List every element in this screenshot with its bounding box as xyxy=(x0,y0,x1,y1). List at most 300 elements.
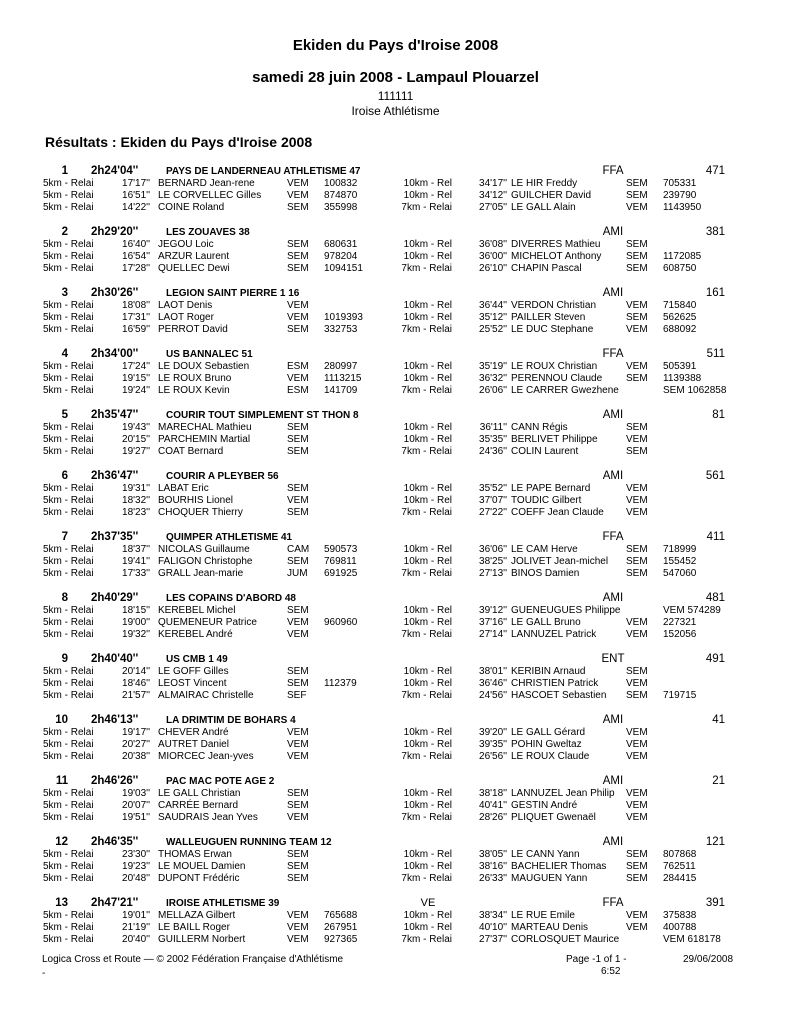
leg1-runner: PERROT David xyxy=(158,324,228,335)
leg2-category: VEM xyxy=(626,910,648,921)
result-row xyxy=(0,812,791,824)
leg1-time: 14'22'' xyxy=(122,202,150,213)
leg1-distance: 5km - Relai xyxy=(43,361,94,372)
leg2-distance: 7km - Relai xyxy=(401,446,452,457)
leg2-time: 35'19'' xyxy=(479,361,507,372)
result-row xyxy=(0,251,791,263)
leg1-distance: 5km - Relai xyxy=(43,727,94,738)
leg2-category: SEM xyxy=(626,861,648,872)
leg1-time: 17'31'' xyxy=(122,312,150,323)
leg2-licence: 227321 xyxy=(663,617,697,628)
leg1-category: CAM xyxy=(287,544,310,555)
leg1-runner: LE ROUX Bruno xyxy=(158,373,232,384)
team-name: LES ZOUAVES 38 xyxy=(166,227,250,238)
leg1-category: VEM xyxy=(287,373,309,384)
leg2-runner: LE GALL Alain xyxy=(511,202,576,213)
leg2-category: VEM xyxy=(626,483,648,494)
leg2-category: VEM xyxy=(626,300,648,311)
result-row xyxy=(0,544,791,556)
leg1-time: 18'15'' xyxy=(122,605,150,616)
leg2-licence: 719715 xyxy=(663,690,697,701)
leg2-licence: 239790 xyxy=(663,190,697,201)
result-row xyxy=(0,617,791,629)
leg1-runner: DUPONT Frédéric xyxy=(158,873,240,884)
leg1-distance: 5km - Relai xyxy=(43,312,94,323)
leg1-runner: MELLAZA Gilbert xyxy=(158,910,236,921)
leg1-runner: LABAT Eric xyxy=(158,483,209,494)
leg2-runner: CHRISTIEN Patrick xyxy=(511,678,599,689)
result-row xyxy=(0,446,791,458)
leg2-licence: 152056 xyxy=(663,629,697,640)
leg1-distance: 5km - Relai xyxy=(43,934,94,945)
leg1-time: 16'54'' xyxy=(122,251,150,262)
leg1-runner: PARCHEMIN Martial xyxy=(158,434,251,445)
leg1-runner: LEOST Vincent xyxy=(158,678,227,689)
leg2-time: 36'00'' xyxy=(479,251,507,262)
leg1-category: VEM xyxy=(287,312,309,323)
leg1-time: 20'07'' xyxy=(122,800,150,811)
leg2-licence: 284415 xyxy=(663,873,697,884)
leg1-licence: 1094151 xyxy=(324,263,363,274)
team-time: 2h24'04'' xyxy=(91,165,139,177)
leg1-runner: JEGOU Loic xyxy=(158,239,214,250)
team-category: AMI xyxy=(602,775,624,787)
leg1-time: 20'40'' xyxy=(122,934,150,945)
team-block xyxy=(0,897,791,958)
leg2-licence: 762511 xyxy=(663,861,696,872)
team-block xyxy=(0,775,791,836)
leg2-distance: 10km - Rel xyxy=(403,422,452,433)
team-header xyxy=(0,165,791,178)
leg2-time: 24'56'' xyxy=(479,690,507,701)
leg1-runner: QUEMENEUR Patrice xyxy=(158,617,257,628)
leg2-distance: 10km - Rel xyxy=(403,849,452,860)
leg2-runner: KERIBIN Arnaud xyxy=(511,666,586,677)
leg2-distance: 10km - Rel xyxy=(403,800,452,811)
leg1-category: ESM xyxy=(287,385,309,396)
leg2-category: SEM xyxy=(626,849,648,860)
leg2-time: 37'07'' xyxy=(479,495,507,506)
team-header xyxy=(0,836,791,849)
leg2-distance: 10km - Rel xyxy=(403,617,452,628)
leg1-distance: 5km - Relai xyxy=(43,678,94,689)
team-category: AMI xyxy=(602,226,624,238)
leg1-category: SEM xyxy=(287,434,309,445)
leg2-time: 36'32'' xyxy=(479,373,507,384)
leg2-time: 28'26'' xyxy=(479,812,507,823)
team-time: 2h34'00'' xyxy=(91,348,139,360)
leg1-time: 20'15'' xyxy=(122,434,150,445)
leg2-time: 35'52'' xyxy=(479,483,507,494)
team-block xyxy=(0,348,791,409)
leg1-category: VEM xyxy=(287,300,309,311)
team-number: 81 xyxy=(712,409,725,421)
leg1-licence: 680631 xyxy=(324,239,358,250)
leg2-runner: MICHELOT Anthony xyxy=(511,251,602,262)
leg1-time: 20'48'' xyxy=(122,873,150,884)
result-row xyxy=(0,263,791,275)
leg1-distance: 5km - Relai xyxy=(43,385,94,396)
leg1-licence: 927365 xyxy=(324,934,358,945)
leg1-runner: MARECHAL Mathieu xyxy=(158,422,252,433)
result-row xyxy=(0,934,791,946)
result-row xyxy=(0,678,791,690)
leg2-distance: 10km - Rel xyxy=(403,910,452,921)
leg2-runner: POHIN Gweltaz xyxy=(511,739,582,750)
team-rank: 3 xyxy=(61,287,68,299)
team-category: AMI xyxy=(602,409,624,421)
leg1-distance: 5km - Relai xyxy=(43,788,94,799)
leg1-distance: 5km - Relai xyxy=(43,202,94,213)
leg1-category: SEM xyxy=(287,788,309,799)
leg2-distance: 10km - Rel xyxy=(403,361,452,372)
leg1-distance: 5km - Relai xyxy=(43,751,94,762)
leg1-licence: 280997 xyxy=(324,361,358,372)
leg2-licence: 807868 xyxy=(663,849,697,860)
leg1-licence: 355998 xyxy=(324,202,358,213)
leg2-distance: 10km - Rel xyxy=(403,434,452,445)
team-block xyxy=(0,531,791,592)
leg2-distance: 10km - Rel xyxy=(403,788,452,799)
result-row xyxy=(0,434,791,446)
result-row xyxy=(0,727,791,739)
leg2-category: SEM xyxy=(626,873,648,884)
team-name: COURIR TOUT SIMPLEMENT ST THON 8 xyxy=(166,410,359,421)
leg1-runner: LE MOUEL Damien xyxy=(158,861,246,872)
leg1-runner: LE GALL Christian xyxy=(158,788,241,799)
leg1-licence: 590573 xyxy=(324,544,358,555)
leg1-category: SEM xyxy=(287,239,309,250)
leg2-time: 27'14'' xyxy=(479,629,507,640)
leg2-runner: LE GALL Bruno xyxy=(511,617,581,628)
leg2-time: 24'36'' xyxy=(479,446,507,457)
leg2-category: SEM xyxy=(626,690,648,701)
leg2-category: SEM xyxy=(626,251,648,262)
team-name: US BANNALEC 51 xyxy=(166,349,253,360)
team-number: 381 xyxy=(705,226,725,238)
leg1-time: 20'14'' xyxy=(122,666,150,677)
leg1-distance: 5km - Relai xyxy=(43,873,94,884)
result-row xyxy=(0,751,791,763)
leg2-runner: BINOS Damien xyxy=(511,568,580,579)
team-number: 481 xyxy=(705,592,725,604)
team-header xyxy=(0,775,791,788)
leg2-distance: 7km - Relai xyxy=(401,202,452,213)
leg1-licence: 765688 xyxy=(324,910,358,921)
leg1-category: SEF xyxy=(287,690,307,701)
leg1-distance: 5km - Relai xyxy=(43,422,94,433)
event-date-place: samedi 28 juin 2008 - Lampaul Plouarzel xyxy=(252,69,539,86)
result-row xyxy=(0,312,791,324)
leg2-time: 34'12'' xyxy=(479,190,507,201)
leg1-time: 21'19'' xyxy=(122,922,150,933)
leg2-distance: 10km - Rel xyxy=(403,678,452,689)
result-row xyxy=(0,800,791,812)
team-number: 471 xyxy=(705,165,725,177)
leg2-licence: 718999 xyxy=(663,544,697,555)
leg2-category: VEM xyxy=(626,202,648,213)
leg1-runner: LE CORVELLEC Gilles xyxy=(158,190,262,201)
leg1-time: 18'23'' xyxy=(122,507,150,518)
team-name: LES COPAINS D'ABORD 48 xyxy=(166,593,296,604)
leg1-time: 18'32'' xyxy=(122,495,150,506)
leg1-distance: 5km - Relai xyxy=(43,239,94,250)
leg2-runner: COLIN Laurent xyxy=(511,446,579,457)
leg1-runner: CHEVER André xyxy=(158,727,229,738)
result-row xyxy=(0,605,791,617)
leg1-distance: 5km - Relai xyxy=(43,507,94,518)
leg2-distance: 10km - Rel xyxy=(403,312,452,323)
leg2-distance: 10km - Rel xyxy=(403,739,452,750)
leg2-category: SEM xyxy=(626,178,648,189)
leg2-licence: 155452 xyxy=(663,556,697,567)
leg2-distance: 10km - Rel xyxy=(403,556,452,567)
leg1-time: 19'15'' xyxy=(122,373,150,384)
leg1-runner: AUTRET Daniel xyxy=(158,739,229,750)
result-row xyxy=(0,483,791,495)
leg2-runner: CANN Régis xyxy=(511,422,568,433)
leg2-category: VEM xyxy=(626,800,648,811)
leg1-runner: COINE Roland xyxy=(158,202,225,213)
leg2-time: 27'13'' xyxy=(479,568,507,579)
leg1-runner: CARRÉE Bernard xyxy=(158,800,239,811)
leg2-licence: VEM 618178 xyxy=(663,934,721,945)
leg1-licence: 332753 xyxy=(324,324,358,335)
leg1-time: 19'00'' xyxy=(122,617,150,628)
leg2-distance: 10km - Rel xyxy=(403,666,452,677)
team-header xyxy=(0,531,791,544)
team-number: 491 xyxy=(705,653,725,665)
leg1-category: VEM xyxy=(287,812,309,823)
leg2-runner: GUENEUGUES Philippe xyxy=(511,605,621,616)
footer-page: Page -1 of 1 - xyxy=(566,954,627,965)
team-rank: 8 xyxy=(61,592,68,604)
leg2-runner: MAUGUEN Yann xyxy=(511,873,588,884)
team-name: US CMB 1 49 xyxy=(166,654,228,665)
leg2-runner: LE CARRER Gwezhene xyxy=(511,385,619,396)
leg2-time: 40'10'' xyxy=(479,922,507,933)
result-row xyxy=(0,910,791,922)
team-time: 2h40'40'' xyxy=(91,653,139,665)
leg1-licence: 960960 xyxy=(324,617,358,628)
leg2-time: 34'17'' xyxy=(479,178,507,189)
team-category: ENT xyxy=(601,653,625,665)
leg2-distance: 10km - Rel xyxy=(403,544,452,555)
leg2-time: 35'35'' xyxy=(479,434,507,445)
leg1-runner: LE DOUX Sebastien xyxy=(158,361,250,372)
leg1-time: 19'32'' xyxy=(122,629,150,640)
leg1-category: VEM xyxy=(287,629,309,640)
leg1-time: 17'33'' xyxy=(122,568,150,579)
leg1-runner: NICOLAS Guillaume xyxy=(158,544,250,555)
footer-credit: Logica Cross et Route — © 2002 Fédération Française d'Athlétisme xyxy=(42,954,344,965)
leg2-time: 38'25'' xyxy=(479,556,507,567)
leg1-runner: COAT Bernard xyxy=(158,446,224,457)
leg1-runner: THOMAS Erwan xyxy=(158,849,232,860)
leg2-runner: BERLIVET Philippe xyxy=(511,434,598,445)
leg1-category: SEM xyxy=(287,446,309,457)
leg1-time: 17'24'' xyxy=(122,361,150,372)
leg1-distance: 5km - Relai xyxy=(43,922,94,933)
leg1-distance: 5km - Relai xyxy=(43,849,94,860)
team-rank: 7 xyxy=(61,531,68,543)
leg2-time: 27'37'' xyxy=(479,934,507,945)
result-row xyxy=(0,178,791,190)
leg2-licence: 1143950 xyxy=(663,202,702,213)
leg2-licence: 375838 xyxy=(663,910,697,921)
leg2-time: 36'08'' xyxy=(479,239,507,250)
leg2-category: VEM xyxy=(626,361,648,372)
leg1-time: 19'27'' xyxy=(122,446,150,457)
team-number: 391 xyxy=(705,897,725,909)
team-rank: 2 xyxy=(61,226,68,238)
result-row xyxy=(0,239,791,251)
leg1-distance: 5km - Relai xyxy=(43,605,94,616)
leg2-category: VEM xyxy=(626,434,648,445)
leg1-licence: 112379 xyxy=(324,678,357,689)
leg2-category: SEM xyxy=(626,312,648,323)
leg2-distance: 7km - Relai xyxy=(401,324,452,335)
leg2-licence: 1139388 xyxy=(663,373,702,384)
leg2-licence: 547060 xyxy=(663,568,697,579)
leg1-category: SEM xyxy=(287,263,309,274)
leg1-time: 16'59'' xyxy=(122,324,150,335)
leg1-category: ESM xyxy=(287,361,309,372)
team-time: 2h30'26'' xyxy=(91,287,139,299)
leg1-distance: 5km - Relai xyxy=(43,324,94,335)
leg2-time: 38'01'' xyxy=(479,666,507,677)
leg2-licence: 400788 xyxy=(663,922,697,933)
team-number: 121 xyxy=(705,836,725,848)
leg2-licence: 715840 xyxy=(663,300,697,311)
team-category: AMI xyxy=(602,470,624,482)
leg1-time: 20'38'' xyxy=(122,751,150,762)
result-row xyxy=(0,788,791,800)
result-row xyxy=(0,629,791,641)
leg2-runner: LE CAM Herve xyxy=(511,544,578,555)
leg1-time: 23'30'' xyxy=(122,849,150,860)
leg2-runner: LANNUZEL Jean Philip xyxy=(511,788,615,799)
leg1-category: VEM xyxy=(287,178,309,189)
leg1-distance: 5km - Relai xyxy=(43,495,94,506)
leg2-distance: 10km - Rel xyxy=(403,373,452,384)
leg1-runner: ARZUR Laurent xyxy=(158,251,230,262)
leg2-runner: LE CANN Yann xyxy=(511,849,580,860)
leg2-time: 39'20'' xyxy=(479,727,507,738)
leg1-category: SEM xyxy=(287,507,309,518)
leg1-distance: 5km - Relai xyxy=(43,483,94,494)
team-category: FFA xyxy=(602,348,624,360)
leg1-category: SEM xyxy=(287,666,309,677)
team-category: FFA xyxy=(602,165,624,177)
leg2-time: 25'52'' xyxy=(479,324,507,335)
leg2-runner: LE ROUX Claude xyxy=(511,751,590,762)
leg2-distance: 10km - Rel xyxy=(403,495,452,506)
result-row xyxy=(0,690,791,702)
leg1-category: SEM xyxy=(287,873,309,884)
leg1-time: 17'17'' xyxy=(122,178,150,189)
leg2-distance: 10km - Rel xyxy=(403,605,452,616)
leg2-runner: GESTIN André xyxy=(511,800,578,811)
leg2-time: 38'16'' xyxy=(479,861,507,872)
leg2-category: SEM xyxy=(626,263,648,274)
team-category: AMI xyxy=(602,592,624,604)
leg2-time: 39'12'' xyxy=(479,605,507,616)
team-time: 2h47'21'' xyxy=(91,897,139,909)
team-block xyxy=(0,836,791,897)
leg1-category: SEM xyxy=(287,849,309,860)
leg2-time: 35'12'' xyxy=(479,312,507,323)
leg2-time: 40'41'' xyxy=(479,800,507,811)
leg2-distance: 7km - Relai xyxy=(401,873,452,884)
leg1-category: VEM xyxy=(287,922,309,933)
team-name: WALLEUGUEN RUNNING TEAM 12 xyxy=(166,837,332,848)
leg2-licence: VEM 574289 xyxy=(663,605,721,616)
leg2-category: SEM xyxy=(626,239,648,250)
leg2-category: VEM xyxy=(626,495,648,506)
team-name: IROISE ATHLETISME 39 xyxy=(166,898,280,909)
team-name: COURIR A PLEYBER 56 xyxy=(166,471,279,482)
leg1-licence: 691925 xyxy=(324,568,358,579)
team-block xyxy=(0,592,791,653)
leg2-time: 27'05'' xyxy=(479,202,507,213)
leg1-licence: 874870 xyxy=(324,190,358,201)
leg1-category: SEM xyxy=(287,202,309,213)
leg2-runner: MARTEAU Denis xyxy=(511,922,589,933)
leg1-licence: 267951 xyxy=(324,922,358,933)
team-rank: 12 xyxy=(55,836,68,848)
leg1-distance: 5km - Relai xyxy=(43,861,94,872)
leg1-distance: 5km - Relai xyxy=(43,544,94,555)
team-rank: 9 xyxy=(61,653,68,665)
leg2-category: VEM xyxy=(626,629,648,640)
leg1-time: 18'37'' xyxy=(122,544,150,555)
team-name: PAC MAC POTE AGE 2 xyxy=(166,776,275,787)
team-number: 161 xyxy=(705,287,725,299)
leg1-time: 19'51'' xyxy=(122,812,150,823)
leg1-distance: 5km - Relai xyxy=(43,568,94,579)
leg1-licence: 769811 xyxy=(324,556,357,567)
footer-date: 29/06/2008 xyxy=(683,954,734,965)
leg1-runner: LE BAILL Roger xyxy=(158,922,230,933)
result-row xyxy=(0,422,791,434)
result-row xyxy=(0,861,791,873)
team-header xyxy=(0,653,791,666)
team-rank: 4 xyxy=(61,348,68,360)
leg2-time: 36'11'' xyxy=(479,422,507,433)
leg2-licence: SEM 1062858 xyxy=(663,385,727,396)
leg1-runner: ALMAIRAC Christelle xyxy=(158,690,254,701)
leg2-distance: 7km - Relai xyxy=(401,934,452,945)
result-row xyxy=(0,202,791,214)
leg1-time: 19'31'' xyxy=(122,483,150,494)
leg2-time: 36'44'' xyxy=(479,300,507,311)
result-row xyxy=(0,495,791,507)
leg2-time: 39'35'' xyxy=(479,739,507,750)
leg1-category: SEM xyxy=(287,678,309,689)
leg2-licence: 608750 xyxy=(663,263,697,274)
team-time: 2h37'35'' xyxy=(91,531,139,543)
leg2-runner: JOLIVET Jean-michel xyxy=(511,556,609,567)
leg1-distance: 5km - Relai xyxy=(43,739,94,750)
leg1-distance: 5km - Relai xyxy=(43,617,94,628)
leg1-licence: 100832 xyxy=(324,178,358,189)
leg2-distance: 7km - Relai xyxy=(401,690,452,701)
leg2-runner: BACHELIER Thomas xyxy=(511,861,607,872)
leg2-runner: PLIQUET Gwenaël xyxy=(511,812,596,823)
team-category: FFA xyxy=(602,531,624,543)
leg1-category: VEM xyxy=(287,934,309,945)
